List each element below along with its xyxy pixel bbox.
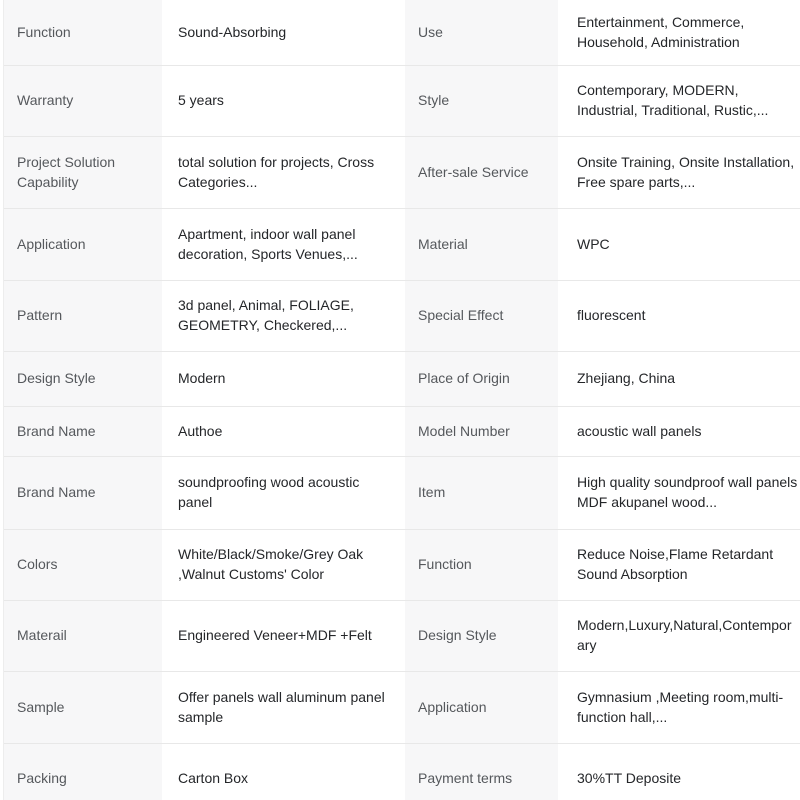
- attr-value-text: WPC: [577, 235, 610, 252]
- table-row: [4, 601, 800, 672]
- attr-label: [405, 209, 558, 280]
- attr-value: [162, 407, 405, 456]
- attr-label: [4, 281, 162, 351]
- attr-value-text: Engineered Veneer+MDF +Felt: [178, 627, 372, 644]
- attr-label-text: Colors: [17, 556, 58, 573]
- table-row: [4, 744, 800, 800]
- attr-label-text: Application: [17, 235, 86, 252]
- attr-value: [162, 457, 405, 529]
- attr-value: [558, 281, 800, 351]
- attr-label-text: Packing: [17, 769, 67, 786]
- attr-value-text: Sound-Absorbing: [178, 23, 287, 40]
- attr-value: [558, 601, 800, 671]
- attr-label-text: Function: [418, 556, 472, 573]
- attr-label-text: Use: [418, 23, 443, 40]
- table-row: [4, 66, 800, 137]
- attr-value-text: 30%TT Deposite: [577, 769, 682, 786]
- attr-value-text: Zhejiang, China: [577, 370, 676, 387]
- attr-value-text: Gymnasium ,Meeting room,multi-function hall,...: [577, 688, 784, 725]
- attr-value-text: Modern,Luxury,Natural,Contemporary: [577, 617, 792, 653]
- attr-label-text: Model Number: [418, 422, 510, 439]
- attr-value-text: Entertainment, Commerce, Household, Administration: [577, 13, 745, 50]
- table-row: [4, 209, 800, 281]
- attr-value-text: 5 years: [178, 92, 224, 109]
- attr-label-text: Pattern: [17, 307, 63, 324]
- attr-label: [405, 281, 558, 351]
- attr-label-text: Warranty: [17, 92, 74, 109]
- attr-label-text: Application: [418, 698, 487, 715]
- attr-value-text: 3d panel, Animal, FOLIAGE, GEOMETRY, Checkered,...: [178, 297, 354, 333]
- product-attributes-table: [3, 0, 800, 800]
- attr-label: [4, 407, 162, 456]
- attr-value-text: soundproofing wood acoustic panel: [178, 474, 360, 510]
- table-row: [4, 137, 800, 209]
- attr-label-text: Materail: [17, 627, 67, 644]
- attr-value: [162, 672, 405, 743]
- attr-value: [162, 281, 405, 351]
- attr-label: [405, 744, 558, 800]
- attr-label-text: Sample: [17, 698, 65, 715]
- attr-value: [558, 744, 800, 800]
- attr-label-text: After-sale Service: [418, 163, 529, 180]
- attr-label: [405, 137, 558, 208]
- table-row: [4, 530, 800, 601]
- attr-label: [4, 209, 162, 280]
- attr-value-text: Modern: [178, 370, 226, 387]
- attr-value: [558, 352, 800, 406]
- attr-label: [4, 672, 162, 743]
- attr-value: [162, 137, 405, 208]
- attr-label-text: Special Effect: [418, 307, 504, 324]
- attr-value: [558, 66, 800, 136]
- table-row: [4, 672, 800, 744]
- attr-label: [405, 407, 558, 456]
- table-row: [4, 407, 800, 457]
- attr-value: [162, 601, 405, 671]
- attr-label: [405, 672, 558, 743]
- attr-label: [405, 66, 558, 136]
- attr-value: [162, 352, 405, 406]
- attr-label-text: Item: [418, 484, 446, 501]
- attr-label-text: Function: [17, 23, 71, 40]
- attr-value: [558, 530, 800, 600]
- attr-label: [405, 601, 558, 671]
- attr-value-text: Reduce Noise,Flame Retardant Sound Absorption: [577, 546, 774, 582]
- attr-label: [405, 352, 558, 406]
- attr-label: [405, 0, 558, 65]
- attr-value-text: Apartment, indoor wall panel decoration, Sports Venues,...: [178, 225, 358, 262]
- attr-value: [558, 0, 800, 65]
- table-row: [4, 0, 800, 66]
- attr-label: [4, 744, 162, 800]
- attr-value: [162, 530, 405, 600]
- attr-label: [405, 457, 558, 529]
- attr-label-text: Project Solution Capability: [17, 153, 116, 190]
- attr-label-text: Design Style: [17, 370, 96, 387]
- attr-label-text: Design Style: [418, 627, 497, 644]
- attr-value: [558, 672, 800, 743]
- table-row: [4, 281, 800, 352]
- attr-value-text: Carton Box: [178, 769, 249, 786]
- attr-label: [4, 457, 162, 529]
- table-row: [4, 352, 800, 407]
- attr-value-text: High quality soundproof wall panels MDF akupanel wood...: [577, 474, 798, 510]
- attr-label-text: Brand Name: [17, 422, 96, 439]
- attr-label: [4, 66, 162, 136]
- attr-value-text: fluorescent: [577, 307, 646, 324]
- table-row: [4, 457, 800, 530]
- attr-value: [162, 66, 405, 136]
- attr-label-text: Style: [418, 92, 450, 109]
- attr-value-text: total solution for projects, Cross Categories...: [178, 153, 375, 190]
- attr-value-text: acoustic wall panels: [577, 422, 702, 439]
- attr-label-text: Payment terms: [418, 769, 513, 786]
- attr-label-text: Place of Origin: [418, 370, 510, 387]
- attr-label: [4, 137, 162, 208]
- attr-label-text: Material: [418, 235, 468, 252]
- attr-value: [558, 407, 800, 456]
- attr-value-text: White/Black/Smoke/Grey Oak ,Walnut Customs' Color: [178, 546, 364, 582]
- attr-label: [4, 0, 162, 65]
- attr-value-text: Contemporary, MODERN, Industrial, Traditional, Rustic,...: [577, 82, 769, 118]
- attr-label: [405, 530, 558, 600]
- attr-label: [4, 352, 162, 406]
- attr-label: [4, 530, 162, 600]
- attr-value: [162, 209, 405, 280]
- attr-value: [162, 0, 405, 65]
- attr-value: [558, 457, 800, 529]
- attr-value-text: Authoe: [178, 422, 223, 439]
- attr-value: [558, 137, 800, 208]
- attr-value-text: Onsite Training, Onsite Installation, Free spare parts,...: [577, 153, 795, 190]
- attr-value: [162, 744, 405, 800]
- attr-label-text: Brand Name: [17, 484, 96, 501]
- attr-value-text: Offer panels wall aluminum panel sample: [178, 688, 385, 725]
- attr-value: [558, 209, 800, 280]
- attr-label: [4, 601, 162, 671]
